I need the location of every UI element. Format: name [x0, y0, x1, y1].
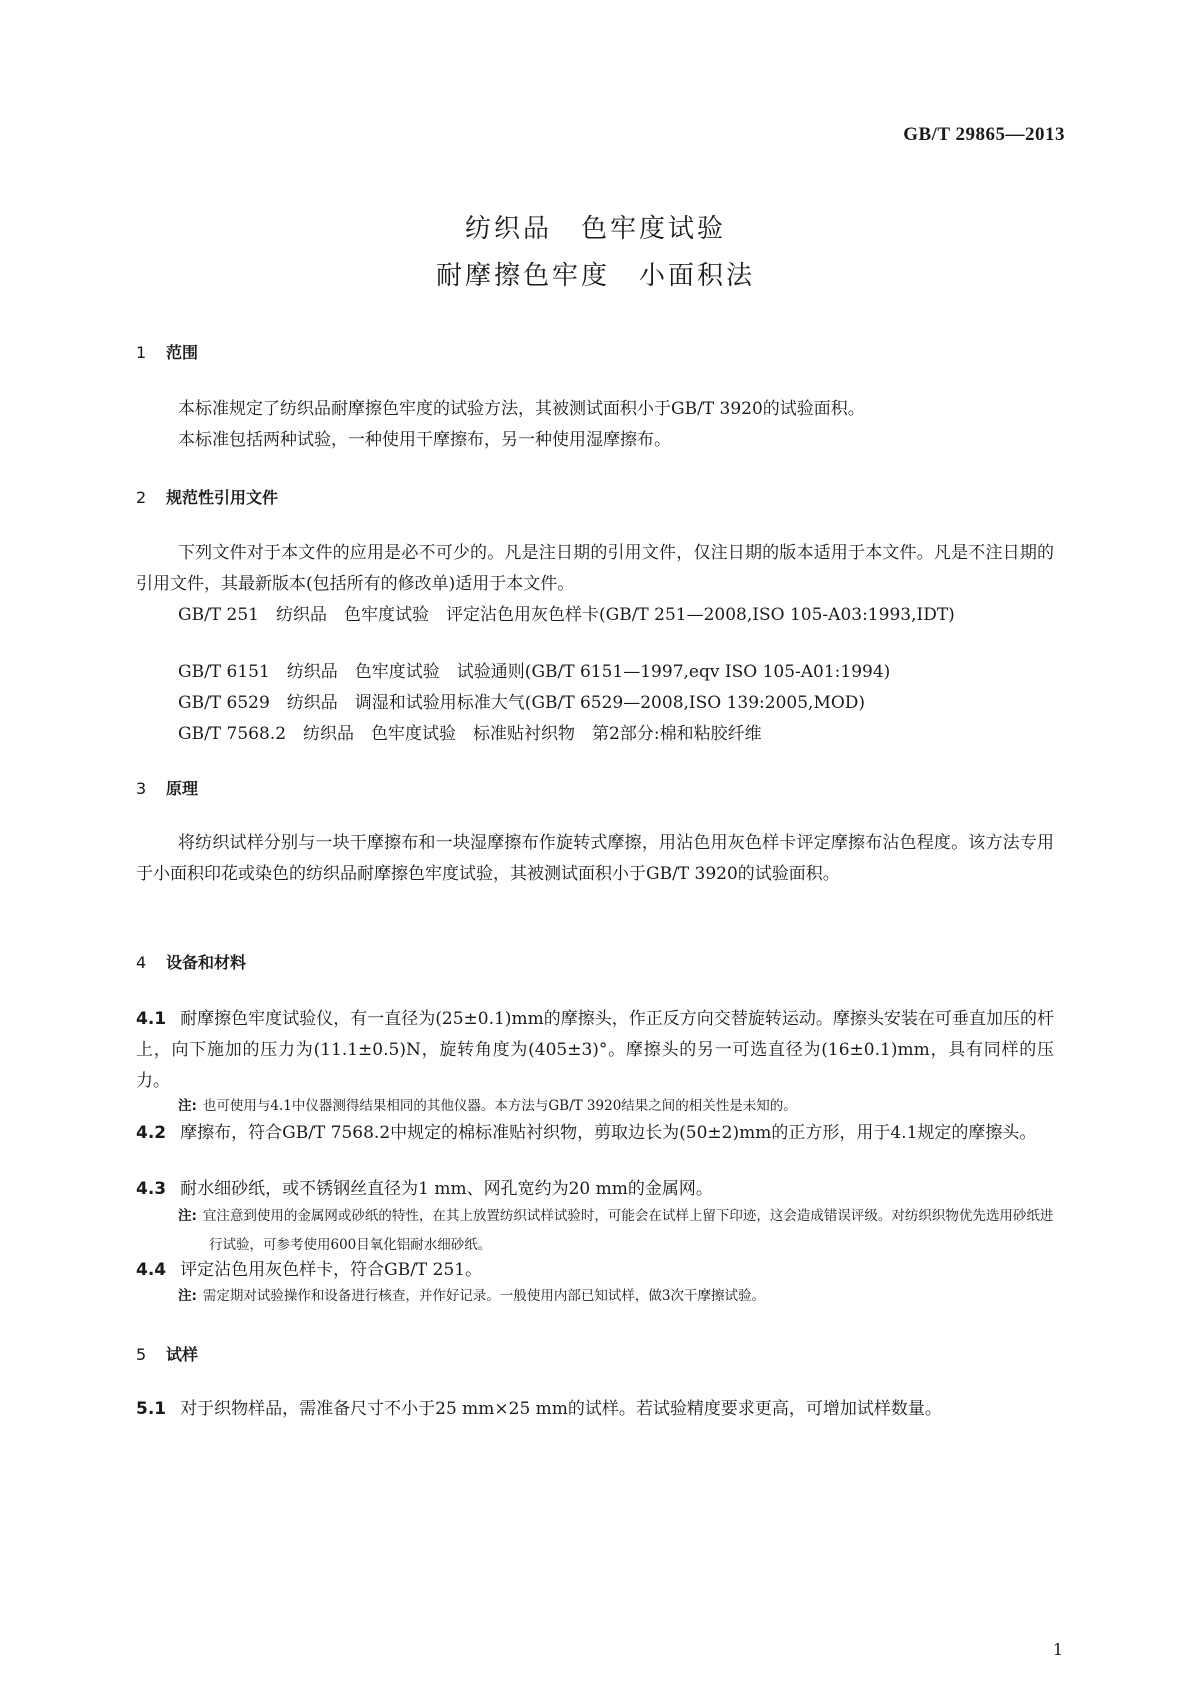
- document-title-line-2: 耐摩擦色牢度 小面积法: [435, 261, 755, 291]
- document-title-line-1: 纺织品 色牢度试验: [464, 214, 726, 244]
- scope-paragraph-1: 本标准规定了纺织品耐摩擦色牢度的试验方法，其被测试面积小于GB/T 3920的试验面积。: [178, 399, 865, 419]
- clause-4-1: [136, 1004, 1054, 1097]
- note-4-1: [178, 1092, 1054, 1121]
- note-4-4: [178, 1282, 1054, 1311]
- section-title: 规范性引用文件: [166, 488, 279, 507]
- section-number: 1: [136, 343, 147, 362]
- clause-number: 4.4: [136, 1260, 167, 1280]
- section-heading-specimens: [136, 1342, 198, 1365]
- references-intro: 下列文件对于本文件的应用是必不可少的。凡是注日期的引用文件，仅注日期的版本适用于本文件。凡是不注日期的引用文件，其最新版本(包括所有的修改单)适用于本文件。: [136, 543, 1054, 594]
- note-text: 宜注意到使用的金属网或砂纸的特性，在其上放置纺织试样试验时，可能会在试样上留下印迹，这会造成错误评级。对纺织织物优先选用砂纸进行试验，可参考使用600目氧化铝耐水细砂纸。: [202, 1208, 1054, 1253]
- section-title: 范围: [166, 343, 199, 362]
- section-heading-principle: [136, 776, 198, 799]
- section-number: 5: [136, 1345, 147, 1364]
- note-text: 需定期对试验操作和设备进行核查，并作好记录。一般使用内部已知试样，做3次干摩擦试验。: [202, 1288, 765, 1304]
- section-heading-scope: [136, 340, 198, 363]
- section-title: 设备和材料: [166, 953, 247, 972]
- clause-text: 评定沾色用灰色样卡，符合GB/T 251。: [180, 1260, 483, 1280]
- clause-text: 摩擦布，符合GB/T 7568.2中规定的棉标准贴衬织物，剪取边长为(50±2)mm的正方形，用于4.1规定的摩擦头。: [180, 1123, 1037, 1143]
- principle-paragraph: 将纺织试样分别与一块干摩擦布和一块湿摩擦布作旋转式摩擦，用沾色用灰色样卡评定摩擦布沾色程度。该方法专用于小面积印花或染色的纺织品耐摩擦色牢度试验，其被测试面积小于GB/T 3920的试验面积。: [136, 833, 1054, 884]
- note-label: 注:: [178, 1098, 197, 1114]
- standard-code: GB/T 29865—2013: [903, 124, 1065, 145]
- section-heading-normative-references: [136, 485, 278, 508]
- clause-number: 4.3: [136, 1179, 167, 1199]
- note-4-3: [178, 1202, 1054, 1260]
- clause-4-2: [136, 1118, 1054, 1149]
- clause-number: 5.1: [136, 1399, 167, 1419]
- reference-item: GB/T 7568.2 纺织品 色牢度试验 标准贴衬织物 第2部分:棉和粘胶纤维: [178, 724, 762, 744]
- section-number: 4: [136, 953, 147, 972]
- note-text: 也可使用与4.1中仪器测得结果相同的其他仪器。本方法与GB/T 3920结果之间的相关性是未知的。: [202, 1098, 797, 1114]
- reference-item: GB/T 251 纺织品 色牢度试验 评定沾色用灰色样卡(GB/T 251—2008,ISO 105-A03:1993,IDT): [178, 605, 955, 625]
- reference-item: GB/T 6151 纺织品 色牢度试验 试验通则(GB/T 6151—1997,eqv ISO 105-A01:1994): [178, 662, 891, 682]
- note-label: 注:: [178, 1208, 197, 1224]
- clause-text: 耐水细砂纸，或不锈钢丝直径为1 mm、网孔宽约为20 mm的金属网。: [180, 1179, 713, 1199]
- page-number: 1: [1052, 1640, 1063, 1659]
- clause-number: 4.2: [136, 1123, 167, 1143]
- note-label: 注:: [178, 1288, 197, 1304]
- section-title: 原理: [166, 779, 199, 798]
- reference-item: GB/T 6529 纺织品 调湿和试验用标准大气(GB/T 6529—2008,ISO 139:2005,MOD): [178, 693, 866, 713]
- section-title: 试样: [166, 1345, 199, 1364]
- clause-number: 4.1: [136, 1009, 167, 1029]
- section-heading-apparatus: [136, 950, 246, 973]
- clause-text: 对于织物样品，需准备尺寸不小于25 mm×25 mm的试样。若试验精度要求更高，可增加试样数量。: [180, 1399, 942, 1419]
- clause-4-3: [136, 1174, 1054, 1205]
- clause-5-1: [136, 1394, 1054, 1425]
- section-number: 3: [136, 779, 147, 798]
- section-number: 2: [136, 488, 147, 507]
- scope-paragraph-2: 本标准包括两种试验，一种使用干摩擦布，另一种使用湿摩擦布。: [178, 430, 671, 450]
- clause-text: 耐摩擦色牢度试验仪，有一直径为(25±0.1)mm的摩擦头，作正反方向交替旋转运动。摩擦头安装在可垂直加压的杆上，向下施加的压力为(11.1±0.5)N，旋转角度为(405±3)°。摩擦头的另一可选直径为(16±0.1)mm，具有同样的压力。: [136, 1009, 1054, 1091]
